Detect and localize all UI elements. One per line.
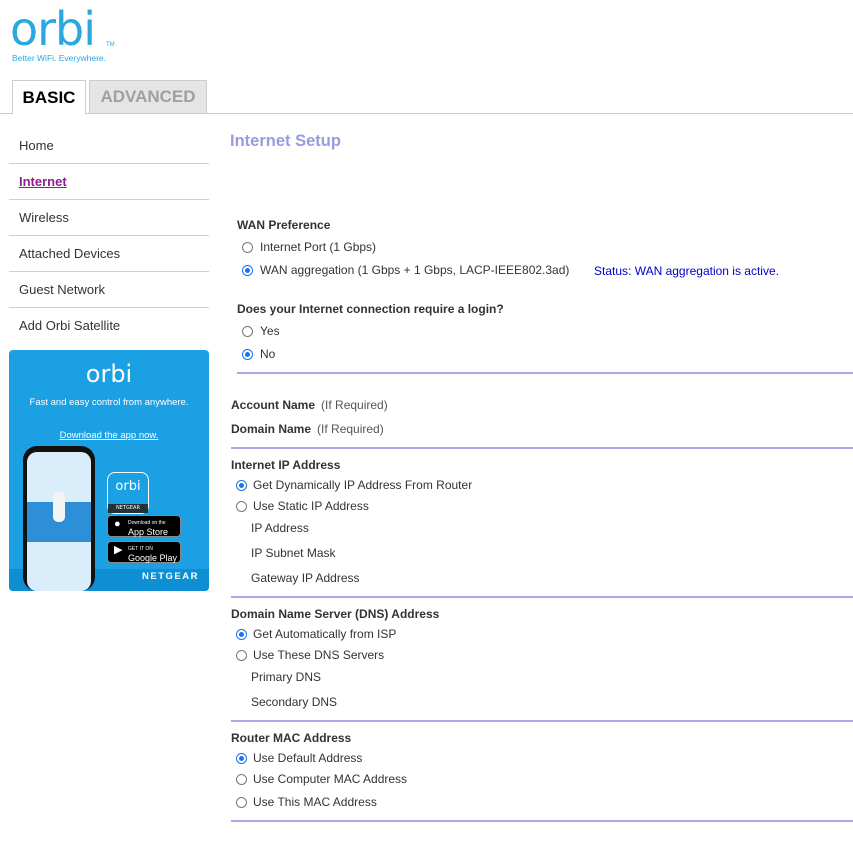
ip-dynamic-label: Get Dynamically IP Address From Router [253,478,473,492]
login-no-label: No [260,347,276,361]
app-store-label: App Store [128,527,169,537]
ip-dynamic-radio[interactable] [236,480,247,491]
divider [231,720,853,722]
phone-image [23,446,95,591]
account-name-hint: (If Required) [321,398,388,412]
tab-basic[interactable]: BASIC [12,80,86,114]
promo-download-link[interactable]: Download the app now. [59,430,159,441]
logo-wordmark: orbi [10,2,96,56]
account-name-label [231,398,388,412]
wan-aggregation-label: WAN aggregation (1 Gbps + 1 Gbps, LACP-IEEE802.3ad) [260,263,570,277]
ip-address-label: IP Address [251,521,309,535]
promo-logo: orbi [85,360,133,388]
dns-manual-radio[interactable] [236,650,247,661]
dns-auto-label: Get Automatically from ISP [253,627,397,641]
sidebar-item-add-orbi-satellite[interactable]: Add Orbi Satellite [19,318,121,333]
ip-dynamic-option[interactable] [236,478,472,492]
orbi-logo [10,2,115,63]
sidebar-item-internet[interactable]: Internet [9,164,209,200]
login-question: Does your Internet connection require a login? [237,302,504,316]
divider [231,596,853,598]
sidebar-item-home[interactable]: Home [9,128,209,164]
mac-this-option[interactable] [236,795,377,809]
wan-internet-port-label: Internet Port (1 Gbps) [260,240,377,254]
dns-manual-option[interactable] [236,648,384,662]
logo-trademark: TM [106,42,115,48]
mac-default-label: Use Default Address [253,751,363,765]
tab-divider [0,113,853,114]
ip-static-radio[interactable] [236,501,247,512]
page-title: Internet Setup [230,132,341,150]
login-no-radio[interactable] [242,349,253,360]
logo-tagline: Better WiFi. Everywhere. [12,53,106,63]
wan-status-text: Status: WAN aggregation is active. [594,264,779,278]
mac-default-radio[interactable] [236,753,247,764]
google-play-small: GET IT ON [128,546,153,552]
orbi-app-icon [107,472,149,514]
gateway-ip-label: Gateway IP Address [251,571,360,585]
tab-advanced[interactable]: ADVANCED [89,80,207,113]
wan-aggregation-option[interactable] [242,263,569,277]
wan-aggregation-radio[interactable] [242,265,253,276]
ip-subnet-label: IP Subnet Mask [251,546,336,560]
app-store-button[interactable] [107,515,181,537]
wan-internet-port-radio[interactable] [242,242,253,253]
primary-dns-label: Primary DNS [251,670,322,684]
dns-auto-radio[interactable] [236,629,247,640]
dns-manual-label: Use These DNS Servers [253,648,385,662]
ip-static-label: Use Static IP Address [253,499,369,513]
sidebar-nav [9,128,209,344]
account-name-text: Account Name [231,398,316,412]
mac-computer-option[interactable] [236,772,407,786]
promo-text: Fast and easy control from anywhere. [29,397,189,408]
mac-this-radio[interactable] [236,797,247,808]
dns-auto-option[interactable] [236,627,396,641]
domain-name-hint: (If Required) [317,422,384,436]
sidebar-item-attached-devices[interactable]: Attached Devices [9,236,209,272]
domain-name-label [231,422,384,436]
secondary-dns-label: Secondary DNS [251,695,338,709]
mac-computer-label: Use Computer MAC Address [253,772,408,786]
divider [237,372,853,374]
orbi-app-icon-label: orbi [115,479,141,494]
netgear-brand: NETGEAR [142,571,199,582]
mac-computer-radio[interactable] [236,774,247,785]
app-store-small: Download on the [128,520,166,526]
login-yes-option[interactable] [242,324,280,338]
google-play-icon: ▶ [114,544,123,556]
domain-name-text: Domain Name [231,422,312,436]
divider [231,447,853,449]
ip-static-option[interactable] [236,499,369,513]
dns-heading: Domain Name Server (DNS) Address [231,607,440,621]
mac-this-label: Use This MAC Address [253,795,377,809]
divider [231,820,853,822]
wan-internet-port-option[interactable] [242,240,376,254]
mac-default-option[interactable] [236,751,362,765]
login-no-option[interactable] [242,347,275,361]
sidebar-item-wireless[interactable]: Wireless [9,200,209,236]
app-promo-banner[interactable] [9,350,209,591]
internet-ip-heading: Internet IP Address [231,458,341,472]
apple-icon: ● [114,518,121,530]
wan-preference-heading: WAN Preference [237,218,331,232]
mac-heading: Router MAC Address [231,731,352,745]
google-play-button[interactable] [107,541,181,563]
login-yes-label: Yes [260,324,280,338]
login-yes-radio[interactable] [242,326,253,337]
orbi-app-icon-brand: NETGEAR [108,504,148,513]
sidebar-item-guest-network[interactable]: Guest Network [9,272,209,308]
google-play-label: Google Play [128,553,178,563]
